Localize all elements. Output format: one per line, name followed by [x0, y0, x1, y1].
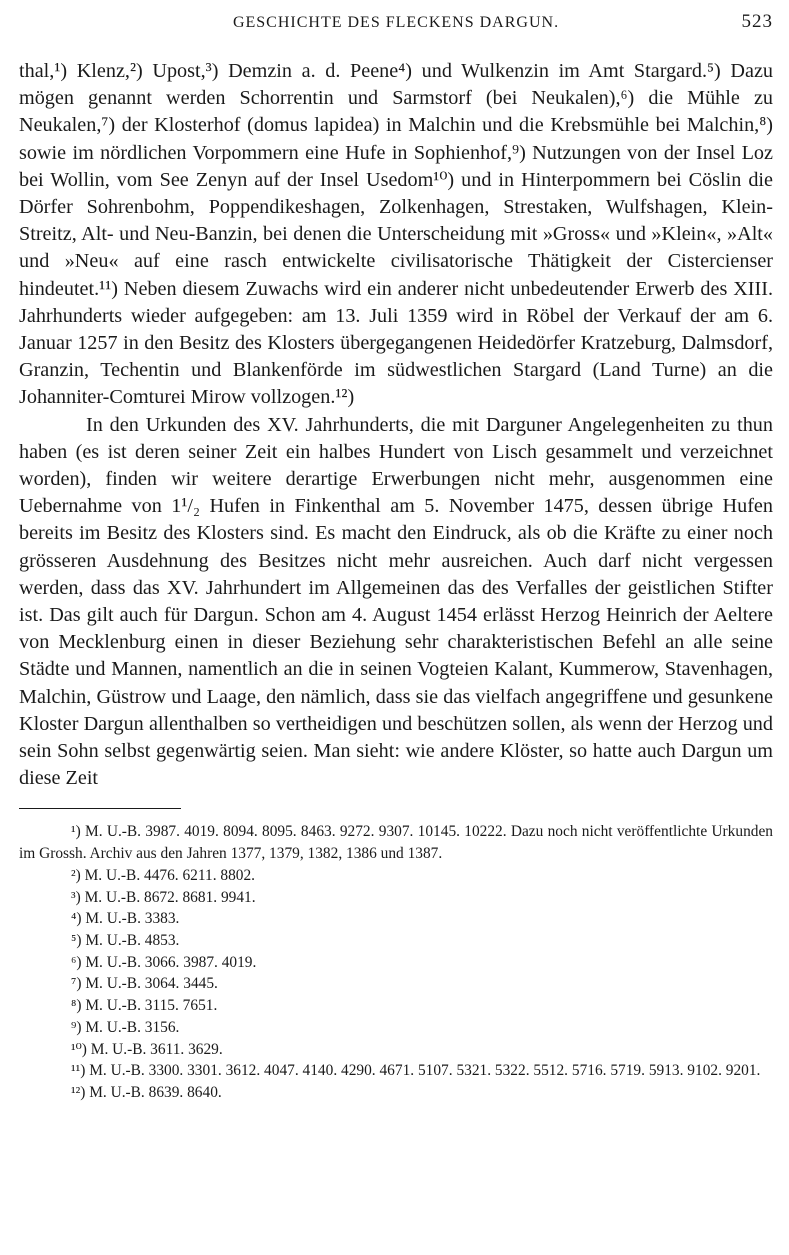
paragraph-2: In den Urkunden des XV. Jahrhunderts, die mit Darguner Angelegenheiten zu thun haben (es ist deren seiner Zeit ein halbes Hundert von Lisch gesammelt und verzeichnet worden), finden wir weitere derartige Erwerbungen nicht mehr, ausgenommen eine Uebernahme von 1¹/₂ Hufen in Finkenthal am 5. November 1475, dessen übrige Hufen bereits im Besitz des Klosters sind. Es macht den Eindruck, als ob die Kräfte zu einer noch grösseren Ausdehnung des Besitzes nicht mehr ausreichen. Auch darf nicht vergessen werden, dass das XV. Jahrhundert im Allgemeinen das des Verfalles der geistlichen Stifter ist. Das gilt auch für Dargun. Schon am 4. August 1454 erlässt Herzog Heinrich der Aeltere von Mecklenburg einen in dieser Beziehung sehr charakteristischen Befehl an alle seine Städte und Mannen, namentlich an die in seinen Vogteien Kalant, Kummerow, Stavenhagen, Malchin, Güstrow und Laage, den nämlich, dass sie das vielfach angegriffene und gesunkene Kloster Dargun allenthalben so vertheidigen und beschützen sollen, als wenn der Herzog und sein Sohn selbst gegenwärtig seien. Man sieht: wie andere Klöster, so hatte auch Dargun um diese Zeit: [19, 413, 773, 790]
footnote-7: ⁷) M. U.-B. 3064. 3445.: [71, 975, 218, 993]
footnote-5: ⁵) M. U.-B. 4853.: [71, 932, 180, 949]
footnote-2: ²) M. U.-B. 4476. 6211. 8802.: [71, 866, 256, 884]
page-number: 523: [741, 11, 773, 32]
footnote-4: ⁴) M. U.-B. 3383.: [71, 910, 180, 928]
running-head: GESCHICHTE DES FLECKENS DARGUN.: [232, 14, 560, 31]
footnote-8: ⁸) M. U.-B. 3115. 7651.: [71, 997, 218, 1015]
page-header: [19, 0, 773, 58]
footnote-1: ¹) M. U.-B. 3987. 4019. 8094. 8095. 8463. 9272. 9307. 10145. 10222. Dazu noch nicht veröffentlichte Urkunden im Grossh. Archiv aus den Jahren 1377, 1379, 1382, 1386 und 1387.: [19, 823, 773, 863]
footnote-3: ³) M. U.-B. 8672. 8681. 9941.: [71, 888, 256, 906]
footnote-9: ⁹) M. U.-B. 3156.: [71, 1018, 180, 1036]
footnote-divider: [19, 808, 181, 809]
footnote-12: ¹²) M. U.-B. 8639. 8640.: [71, 1083, 222, 1101]
footnote-10: ¹⁰) M. U.-B. 3611. 3629.: [71, 1040, 223, 1058]
main-text: [19, 58, 773, 792]
paragraph-1: thal,¹) Klenz,²) Upost,³) Demzin a. d. Peene⁴) und Wulkenzin im Amt Stargard.⁵) Dazu mögen genannt werden Schorrentin und Sarmstorf (bei Neukalen),⁶) die Mühle zu Neukalen,⁷) der Klosterhof (domus lapidea) in Malchin und die Krebsmühle bei Malchin,⁸) sowie im nördlichen Vorpommern eine Hufe in Sophienhof,⁹) Nutzungen von der Insel Loz bei Wollin, vom See Zenyn auf der Insel Usedom¹⁰) und in Hinterpommern bei Cöslin die Dörfer Sohrenbohm, Poppendikeshagen, Zolkenhagen, Strestaken, Wulfshagen, Klein-Streitz, Alt- und Neu-Banzin, bei denen die Unterscheidung mit »Gross« und »Klein«, »Alt« und »Neu« auf eine rasch entwickelte civilisatorische Thätigkeit der Cistercienser hindeutet.¹¹) Neben diesem Zuwachs wird ein anderer nicht unbedeutender Erwerb des XIII. Jahrhunderts wieder aufgegeben: am 13. Juli 1359 wird in Röbel der Verkauf der am 6. Januar 1257 in den Besitz des Klosters übergegangenen Heidedörfer Kratzeburg, Dalmsdorf, Granzin, Techentin und Blankenförde im südwestlichen Stargard (Land Turne) an die Johanniter-Comturei Mirow vollzogen.¹²): [19, 60, 773, 409]
footnote-11: ¹¹) M. U.-B. 3300. 3301. 3612. 4047. 4140. 4290. 4671. 5107. 5321. 5322. 5512. 5716. 5719. 5913. 9102. 9201.: [71, 1062, 761, 1080]
footnote-6: ⁶) M. U.-B. 3066. 3987. 4019.: [71, 953, 257, 971]
footnotes-section: [19, 821, 773, 1103]
